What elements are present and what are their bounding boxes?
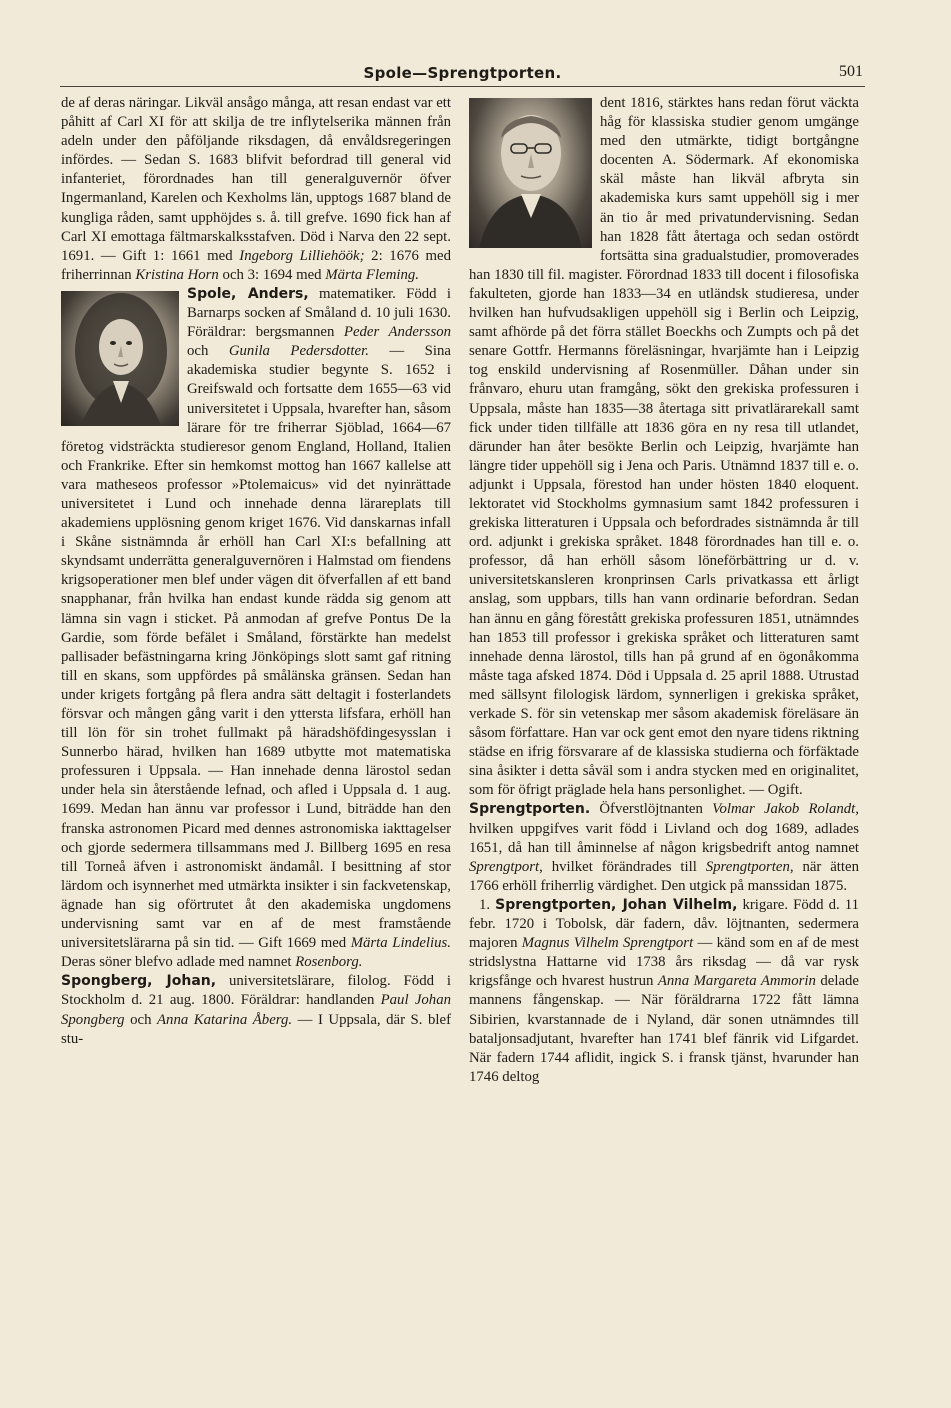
text-run: Gunila Pedersdotter.: [228, 343, 369, 360]
portrait-spongberg-image: [469, 98, 592, 248]
text-run: delade mannens fångenskap. — När föräldrarna 1722 fått lämna Sibirien, kvarstannade de i Nyland, där sonen utnämndes till bataljonsadjutant, hvarefter han 1741 blef fänrik vid Lifgardet. När fadern 1744 aflidit, ingick S. i fransk tjänst, hvarunder han 1746 deltog: [469, 973, 859, 1085]
text-run: de af deras näringar. Likväl ansågo många, att resan endast var ett påhitt af Carl XI för att skilja de tre inflytelserika männen från adeln under den påföljande riksdagen, då envåldsregeringen infördes. — Sedan S. 1683 blifvit befordrad till general vid infanteriet, förordnades han till generalguvernör öfver Ingermanland, Karelen och Kexholms län, upptogs 1687 bland de kungliga råden, samt upphöjdes s. å. till grefve. 1690 fick han af Carl XI emottaga fältmarskalksstafven. Död i Narva den 22 sept. 1691. — Gift 1: 1661 med: [61, 95, 451, 264]
text-run: Sprengtport,: [469, 858, 543, 875]
paragraph-previous-entry-end: [61, 94, 451, 285]
text-run: Ingeborg Lilliehöök;: [239, 247, 365, 264]
portrait-spole-image: [61, 291, 179, 426]
text-run: Paul Johan Spongberg: [61, 992, 452, 1028]
right-column: [469, 94, 859, 1087]
entry-johan-vilhelm: [469, 896, 859, 1087]
text-run: matematiker. Född i Barnarps socken af Småland d. 10 juli 1630. Föräldrar: bergsmannen: [187, 285, 451, 341]
text-run: Magnus Vilhelm Sprengtport: [521, 935, 694, 952]
text-run: när ätten 1766 erhöll friherrlig värdighet. Den utgick på manssidan 1875.: [469, 858, 859, 894]
text-run: dent 1816, stärktes hans redan förut väckta håg för klassiska studier genom umgänge med den utmärkte, tidigt bortgångne docenten A. Södermark. Af ekonomiska skäl måste han likväl afbryta sin akademiska kurs samt uppehöll sig i mer än tio år med privatundervisning. Sedan han 1828 fått återtaga och sedan ostördt fortsätta sina gradualstudier, promoverades han 1830 till fil. magister. Förordnad 1833 till docent i filosofiska fakulteten, gjorde han 1833—34 en utländsk studieresa, under hvilken han hufvudsakligen uppehöll sig i Berlin och Leipzig, samt afhörde på det förra stället Boeckhs och Zumpts och på det senare Gottfr. Hermanns föreläsningar, hvarjämte han i Leipzig tog enskild undervisning af Rosenmüller. Dåhan under sin frånvaro, ehuru utan framgång, sökt den grekiska professuren i Uppsala, måste han 1835—38 återtaga sitt privatlärarekall samt fick under tiden tillfälle att 1836 göra en ny resa till utlandet, därunder han åter besökte Berlin och Leipzig, hvarjämte han längre tider uppehöll sig i Jena och Paris. Utnämnd 1837 till e. o. adjunkt i Uppsala, förestod han under hösten 1840 eloquent. lektoratet vid Stockholms gymnasium samt 1842 professuren i grekiska litteraturen i Uppsala och befordrades sistnämnda år till ord. adjunkt i grekiska språket. 1848 förordnades han till e. o. professor, då han erhöll såsom löneförbättring ur d. v. universitetskansleren kronprinsen Carls privatkassa ett årligt anslag, som uppbars, tills han vann ordinarie befordran. Sedan han ännu en gång förestått grekiska professuren 1851, utnämndes han 1853 till professor i grekiska språket och litteraturen samt innehade denna lärostol, tills han på grund af en ögonåkomma måste taga afsked 1874. Död i Uppsala d. 25 april 1888. Utrustad med sällsynt filologisk lärdom, synnerligen i grekiska språket, verkade S. för sin vetenskap mer såsom akademisk föreläsare än såsom författare. Han var ock gent emot den nyare tidens riktning städse en ifrig försvarare af de klassiska studierna och förfäktade sina åsikter i detta såväl som i andra stycken med en originalitet, som för öfrigt präglade hela hans personlighet. — Ogift.: [469, 95, 859, 799]
text-run: Volmar Jakob Rolandt,: [712, 801, 859, 818]
page-header: [60, 62, 865, 87]
text-run: Rosenborg.: [295, 954, 363, 971]
entry-spongberg: [61, 972, 451, 1048]
text-run: Deras söner blefvo adlade med namnet: [61, 954, 296, 971]
text-run: — I Uppsala, där S. blef stu-: [61, 1011, 452, 1047]
portrait-spongberg-icon: [469, 98, 592, 248]
text-run: hvilket förändrades till: [542, 858, 706, 875]
running-title: Spole—Sprengtporten.: [363, 64, 562, 82]
text-run: och: [124, 1011, 158, 1028]
text-run: universitetslärare, filolog. Född i Stockholm d. 21 aug. 1800. Föräldrar: handlanden: [61, 973, 452, 1009]
text-run: och 3: 1694 med: [218, 266, 326, 283]
headword-spole: Spole, Anders,: [187, 285, 309, 302]
headword-johan-vilhelm: Sprengtporten, Johan Vilhelm,: [495, 896, 738, 913]
headword-sprengtporten: Sprengtporten.: [469, 801, 591, 818]
text-run: Peder Andersson: [343, 324, 451, 341]
page-number: 501: [839, 63, 863, 80]
text-run: Märta Lindelius.: [350, 935, 451, 952]
text-run: och: [187, 343, 229, 360]
text-run: 1.: [479, 896, 496, 913]
text-run: Anna Margareta Ammorin: [657, 973, 816, 990]
portrait-spole-icon: [61, 291, 179, 426]
text-run: krigare. Född d. 11 febr. 1720 i Tobolsk, där fadern, dåv. löjtnanten, sedermera majoren: [469, 896, 859, 952]
headword-spongberg: Spongberg, Johan,: [61, 973, 217, 990]
entry-sprengtporten: [469, 800, 859, 895]
text-run: Märta Fleming.: [325, 266, 419, 283]
text-run: — Sina akademiska studier begynte S. 1652 i Greifswald och fortsatte dem 1655—63 vid universitetet i Uppsala, hvarefter han, såsom lärare för tre friherrar Sjöblad, 1664—67 företog vidsträckta studieresor genom England, Holland, Italien och Frankrike. Efter sin hemkomst mottog han 1667 kallelse att vara matheseos professor »Ptolemaicus» vid det nyinrättade universitetet i Lund och innehade denna lärareplats till akademiens upplösning genom kriget 1676. Vid danskarnas infall i Skåne sistnämnda år erhöll han Carl XI:s befallning att skyndsamt underrätta generalguvernören i Halmstad om fiendens krigsoperationer men blef under vägen dit öfverfallen af ett band snapphanar, från hvilka han endast kunde rädda sig genom att lämna sin vagn i sticket. På anmodan af grefve Pontus De la Gardie, som förde befälet i Småland, förstärkte han medelst pallisader befästningarna kring Jönköpings slott samt gaf ritning till en skans, som uppfördes på smålänska gränsen. Sedan han under krigets fortgång på flera andra sätt deltagit i fosterlandets försvar och mången gång varit i den yttersta lifsfara, erhöll han till lön för sin trohet fullmakt på häradshöfdingesysslan i Sunnerbo härad, hvilken han 1689 utbytte mot matematiska professuren i Uppsala. — Han innehade denna lärostol sedan under hela sin återstående lefnad, och afled i Uppsala d. 1 aug. 1699. Medan han ännu var professor i Lund, biträdde han den franska astronomen Picard med dennes astronomiska iakttagelser och gjorde sedermera tillsammans med J. Billberg 1695 en resa till Torneå äfven i astronomiskt ändamål. I besittning af stor lärdom och isynnerhet med utmärkta insikter i sin fackvetenskap, ägnade han sig oförtrutet åt den akademiska ungdomens undervisning samt var en af de mest framstående universitetslärarna på sin tid. — Gift 1669 med: [61, 343, 451, 952]
text-run: Kristina Horn: [135, 266, 219, 283]
text-run: Öfverstlöjtnanten: [590, 801, 713, 818]
text-run: hvilken uppgifves varit född i Livland och dog 1689, adlades 1651, då han till åminnelse af någon krigsbedrift antog namnet: [469, 820, 859, 856]
text-run: — känd som en af de mest stridslystna Hattarne vid 1738 års riksdag — då var rysk krigsfånge och hvarest hustrun: [469, 935, 859, 990]
text-run: 2: 1676 med friherrinnan: [61, 247, 452, 283]
text-run: Anna Katarina Åberg.: [157, 1011, 293, 1028]
left-column: [61, 94, 451, 1049]
text-run: Sprengtporten,: [705, 858, 794, 875]
